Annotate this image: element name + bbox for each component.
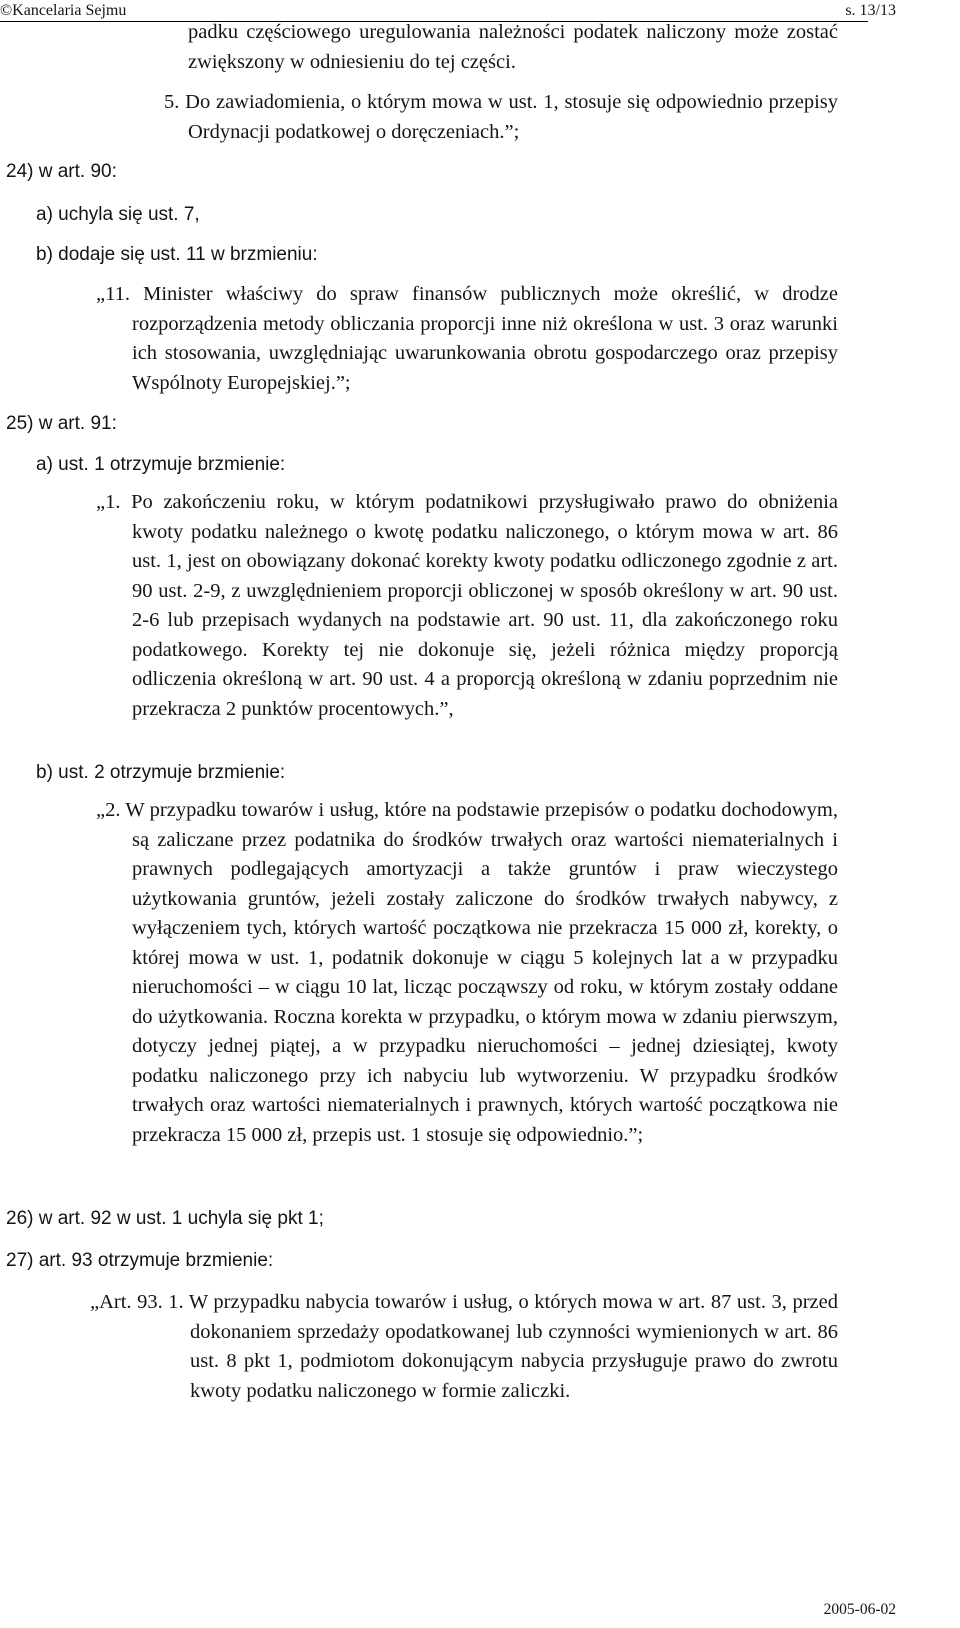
item-25: 25) w art. 91: [6,413,117,434]
item-24: 24) w art. 90: [6,161,117,182]
item-27: 27) art. 93 otrzymuje brzmienie: [6,1250,274,1271]
page-number: s. 13/13 [845,2,896,19]
item-25-b: b) ust. 2 otrzymuje brzmienie: [36,762,286,783]
item-25-a: a) ust. 1 otrzymuje brzmienie: [36,454,286,475]
item-24-a: a) uchyla się ust. 7, [36,204,200,225]
quoted-ust-11: „11. Minister właściwy do spraw finansów publicznych może określić, w drodze rozporządzenia metody obliczania proporcji inne niż określona w ust. 3 oraz warunki ich stosowania, uwzględniając uwarunkowania obrotu gospodarczego oraz przepisy Wspólnoty Europejskiej.”; [96,283,838,394]
quoted-ust-2: „2. W przypadku towarów i usług, które na podstawie przepisów o podatku dochodowym, są zaliczane przez podatnika do środków trwałych oraz wartości niematerialnych i prawnych podlegających amortyzacji a także gruntów i praw wieczystego użytkowania gruntów, jeżeli zostały zaliczone do środków trwałych nabywcy, z wyłączeniem tych, których wartość początkowa nie przekracza 15 000 zł, korekty, o której mowa w ust. 1, podatnik dokonuje w ciągu 5 kolejnych lat a w przypadku nieruchomości – w ciągu 10 lat, licząc począwszy od roku, w którym zostały oddane do użytkowania. Roczna korekta w przypadku, o którym mowa w zdaniu pierwszym, dotyczy jednej piątej, a w przypadku nieruchomości – jednej dziesiątej, kwoty podatku naliczonego przy ich nabyciu lub wytworzeniu. W przypadku środków trwałych oraz wartości niematerialnych i prawnych, których wartość początkowa nie przekracza 15 000 zł, przepis ust. 1 stosuje się odpowiednio.”; [96,799,838,1146]
continuation-paragraph: padku częściowego uregulowania należności podatek naliczony może zostać zwiększony w odniesieniu do tej części. [188,21,838,73]
quoted-ust-1: „1. Po zakończeniu roku, w którym podatnikowi przysługiwało prawo do obniżenia kwoty podatku należnego o kwotę podatku naliczonego, o którym mowa w art. 86 ust. 1, jest on obowiązany dokonać korekty kwoty podatku odliczonego zgodnie z art. 90 ust. 2-9, z uwzględnieniem proporcji obliczonej w sposób określony w art. 90 ust. 2-6 lub przepisach wydanych na podstawie art. 90 ust. 11, dla zakończonego roku podatkowego. Korekty tej nie dokonuje się, jeżeli różnica między proporcją odliczenia określoną w art. 90 ust. 4 a proporcją określoną w zdaniu poprzednim nie przekracza 2 punktów procentowych.”, [96,491,838,720]
header-source: ©Kancelaria Sejmu [0,2,127,19]
item-26: 26) w art. 92 w ust. 1 uchyla się pkt 1; [6,1208,324,1229]
quoted-art-93: „Art. 93. 1. W przypadku nabycia towarów i usług, o których mowa w art. 87 ust. 3, przed dokonaniem sprzedaży opodatkowanej lub czynności wymienionych w art. 86 ust. 8 pkt 1, podmiotom dokonującym nabycia przysługuje prawo do zwrotu kwoty podatku naliczonego w formie zaliczki. [90,1291,838,1402]
item-24-b: b) dodaje się ust. 11 w brzmieniu: [36,244,318,265]
footer-date: 2005-06-02 [823,1600,896,1618]
paragraph-5: 5. Do zawiadomienia, o którym mowa w ust. 1, stosuje się odpowiednio przepisy Ordynacji podatkowej o doręczeniach.”; [164,91,838,143]
